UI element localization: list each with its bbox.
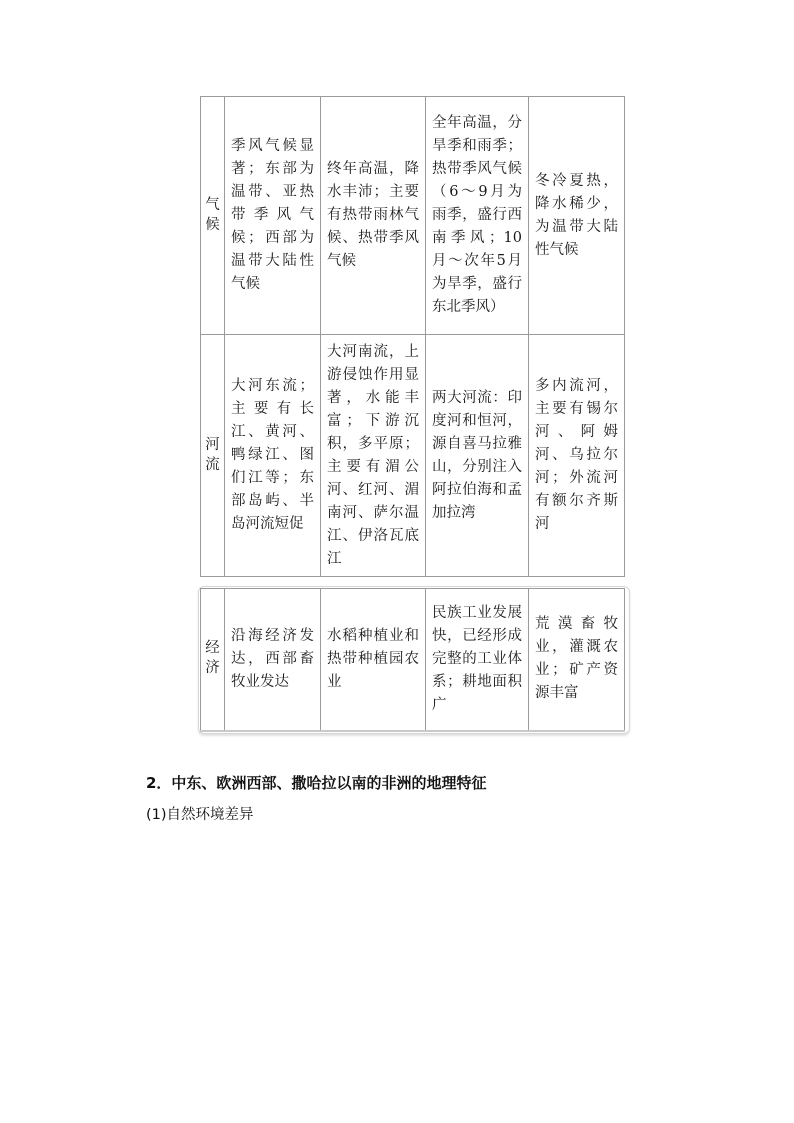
table-row-climate [201,97,625,335]
table-cell: 季风气候显著；东部为温带、亚热带季风气候；西部为温带大陆性气候 [225,97,321,335]
row-label-climate: 气候 [201,97,225,335]
geography-table-bottom [200,588,625,732]
table-cell: 民族工业发展快，已经形成完整的工业体系；耕地面积广 [426,589,529,731]
table-cell: 两大河流：印度河和恒河，源自喜马拉雅山，分别注入阿拉伯海和孟加拉湾 [426,335,529,577]
table-row-economy [201,589,625,731]
table-cell: 水稻种植业和热带种植园农业 [321,589,426,731]
table-cell: 终年高温，降水丰沛；主要有热带雨林气候、热带季风气候 [321,97,426,335]
table-cell: 大河东流；主要有长江、黄河、鸭绿江、图们江等；东部岛屿、半岛河流短促 [225,335,321,577]
row-label-economy: 经济 [201,589,225,731]
table-cell: 冬冷夏热，降水稀少，为温带大陆性气候 [529,97,625,335]
geography-table-top [200,96,625,577]
section-subheading: (1)自然环境差异 [146,807,254,823]
table-row-rivers [201,335,625,577]
section-heading: 2．中东、欧洲西部、撒哈拉以南的非洲的地理特征 [146,774,487,792]
table-cell: 全年高温，分旱季和雨季；热带季风气候（6～9月为雨季，盛行西南季风；10月～次年5月为旱季，盛行东北季风） [426,97,529,335]
row-label-rivers: 河流 [201,335,225,577]
table-cell: 多内流河，主要有锡尔河、阿姆河、乌拉尔河；外流河有额尔齐斯河 [529,335,625,577]
table-cell: 荒漠畜牧业，灌溉农业；矿产资源丰富 [529,589,625,731]
table-cell: 大河南流，上游侵蚀作用显著，水能丰富；下游沉积，多平原；主要有湄公河、红河、湄南河、萨尔温江、伊洛瓦底江 [321,335,426,577]
table-cell: 沿海经济发达，西部畜牧业发达 [225,589,321,731]
